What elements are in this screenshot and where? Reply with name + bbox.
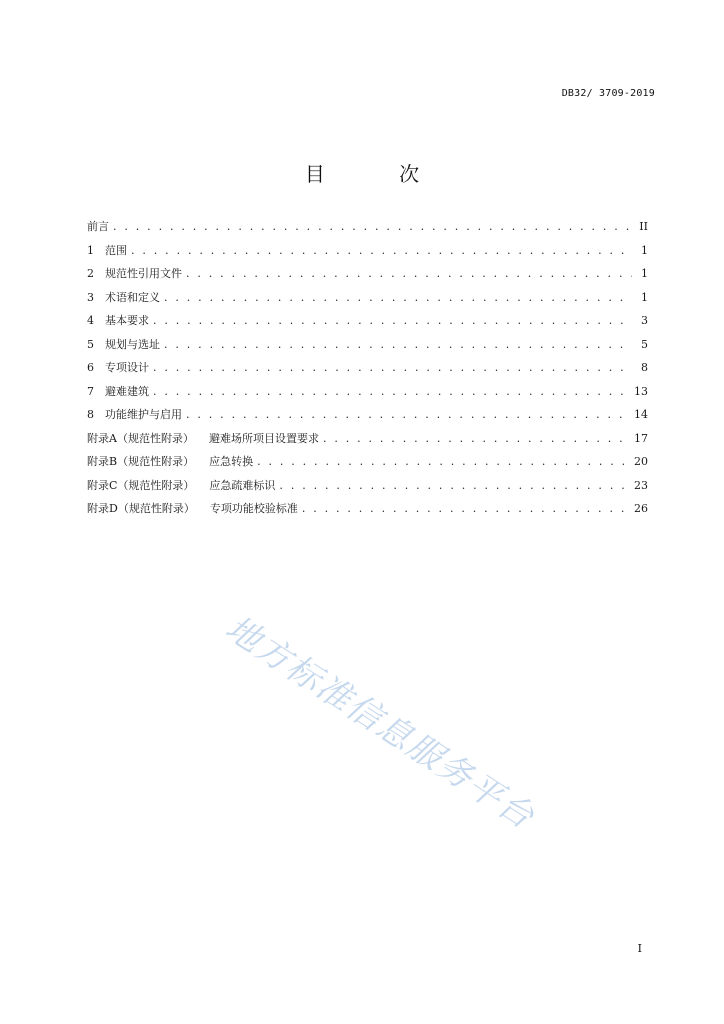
toc-entry-label: 范围	[105, 243, 127, 257]
toc-dot-leader	[164, 291, 632, 304]
toc-entry-label: 前言	[87, 220, 109, 233]
toc-entry-annex-b[interactable]	[87, 453, 648, 477]
toc-entry-number: 8	[87, 408, 94, 421]
toc-entry-page: 1	[641, 267, 648, 280]
page-number: I	[637, 942, 642, 955]
toc-entry-annex-a[interactable]	[87, 430, 648, 454]
toc-entry-annex-d[interactable]	[87, 500, 648, 524]
toc-entry-number: 2	[87, 267, 94, 280]
toc-dot-leader	[279, 479, 630, 492]
toc-entry-shelter-buildings[interactable]	[87, 383, 648, 407]
toc-entry-label: 术语和定义	[105, 290, 160, 304]
toc-entry-terms[interactable]	[87, 289, 648, 313]
toc-entry-basic-requirements[interactable]	[87, 312, 648, 336]
toc-entry-label: 专项设计	[105, 361, 149, 374]
toc-dot-leader	[186, 408, 630, 421]
toc-entry-label: 基本要求	[105, 314, 149, 327]
toc-entry-label: 附录C（规范性附录）	[87, 478, 195, 492]
toc-entry-number: 4	[87, 314, 94, 327]
toc-entry-page: II	[639, 220, 648, 233]
toc-entry-maintenance-activation[interactable]	[87, 406, 648, 430]
toc-entry-label: 功能维护与启用	[105, 408, 182, 421]
toc-entry-page: 1	[641, 290, 648, 304]
watermark: 地方标准信息服务平台	[218, 608, 542, 838]
toc-dot-leader	[153, 361, 632, 374]
toc-entry-special-design[interactable]	[87, 359, 648, 383]
toc-annex-name: 避难场所项目设置要求	[208, 431, 319, 445]
toc-entry-label: 规划与选址	[105, 337, 160, 351]
toc-entry-label: 避难建筑	[105, 384, 149, 398]
table-of-contents	[87, 218, 648, 524]
toc-dot-leader	[257, 455, 630, 468]
toc-entry-page: 23	[634, 478, 648, 492]
toc-entry-page: 20	[634, 455, 648, 468]
page-title: 目 次	[304, 162, 454, 186]
toc-entry-scope[interactable]	[87, 242, 648, 266]
toc-dot-leader	[153, 385, 630, 398]
toc-entry-number: 5	[87, 337, 94, 351]
toc-dot-leader	[323, 432, 630, 445]
toc-entry-number: 1	[87, 243, 94, 257]
toc-annex-name: 应急疏难标识	[209, 478, 276, 492]
toc-entry-annex-c[interactable]	[87, 477, 648, 501]
toc-entry-normative-references[interactable]	[87, 265, 648, 289]
toc-entry-page: 13	[634, 384, 648, 398]
toc-entry-page: 17	[634, 431, 648, 445]
toc-entry-planning-siting[interactable]	[87, 336, 648, 360]
toc-entry-page: 14	[634, 408, 648, 421]
toc-entry-page: 26	[634, 502, 648, 515]
toc-annex-name: 专项功能校验标准	[209, 502, 298, 515]
toc-entry-number: 3	[87, 290, 94, 304]
toc-dot-leader	[153, 314, 632, 327]
toc-entry-page: 1	[641, 243, 648, 257]
toc-entry-number: 7	[87, 384, 94, 398]
toc-entry-label: 附录B（规范性附录）	[87, 455, 195, 468]
toc-entry-number: 6	[87, 361, 94, 374]
toc-dot-leader	[131, 244, 632, 257]
toc-dot-leader	[164, 338, 632, 351]
toc-entry-page: 3	[641, 314, 648, 327]
document-code: DB32/ 3709-2019	[561, 88, 655, 99]
toc-dot-leader	[186, 267, 632, 280]
toc-entry-page: 5	[641, 337, 648, 351]
toc-annex-name: 应急转换	[209, 455, 254, 468]
toc-entry-label: 附录A（规范性附录）	[87, 431, 194, 445]
toc-entry-foreword[interactable]	[87, 218, 648, 242]
toc-entry-page: 8	[641, 361, 648, 374]
toc-dot-leader	[302, 502, 630, 515]
toc-entry-label: 规范性引用文件	[105, 267, 182, 280]
toc-dot-leader	[113, 220, 632, 233]
toc-entry-label: 附录D（规范性附录）	[87, 502, 195, 515]
